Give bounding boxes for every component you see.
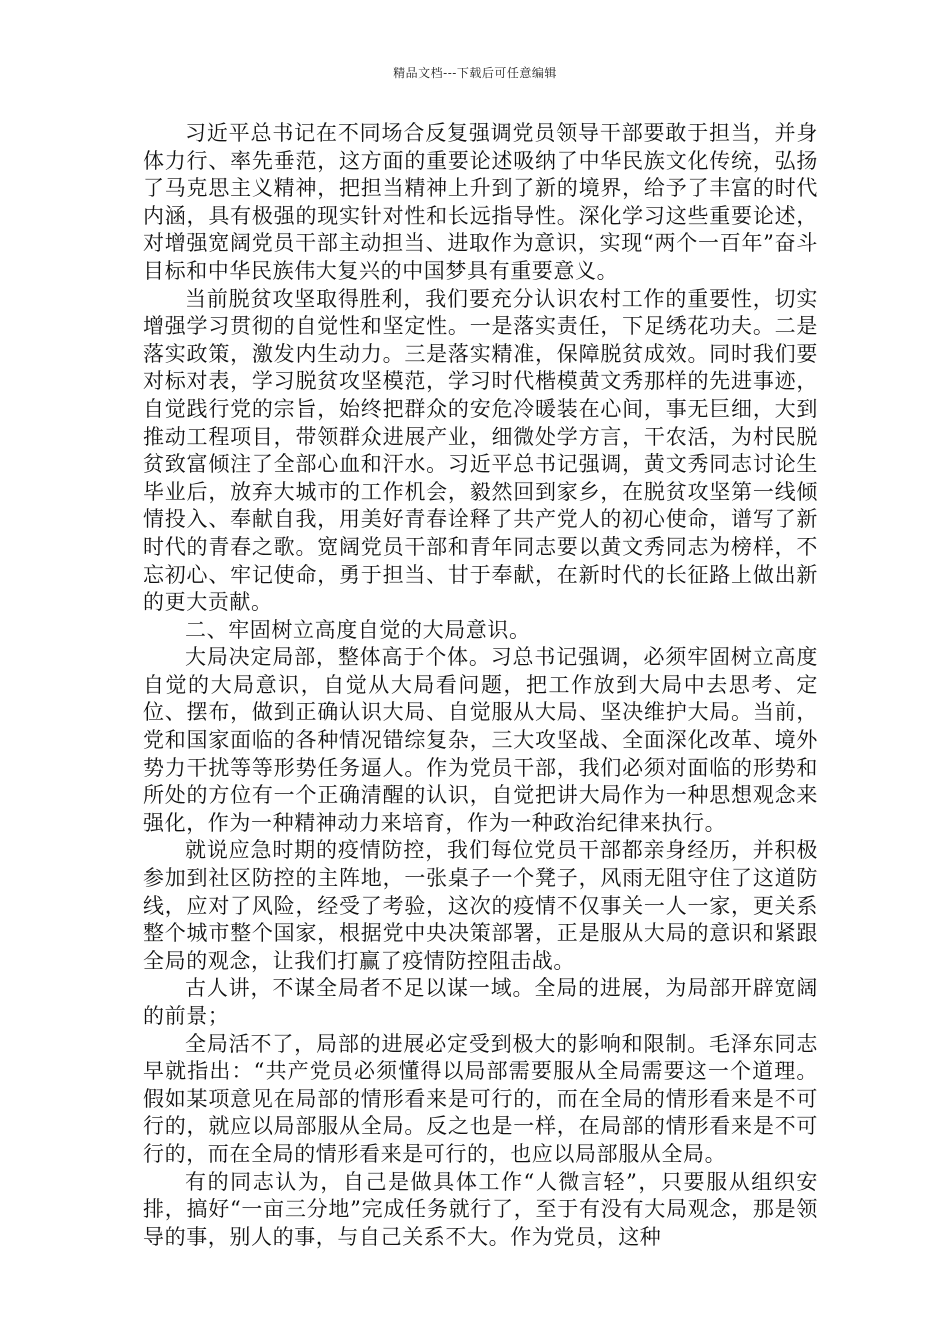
paragraph-3: 大局决定局部，整体高于个体。习总书记强调，必须牢固树立高度自觉的大局意识，自觉从大局看问题，把工作放到大局中去思考、定位、摆布，做到正确认识大局、自觉服从大局、坚决维护大局。当前，党和国家面临的各种情况错综复杂，三大攻坚战、全面深化改革、境外势力干扰等等形势任务逼人。作为党员干部，我们必须对面临的形势和所处的方位有一个正确清醒的认识，自觉把讲大局作为一种思想观念来强化，作为一种精神动力来培育，作为一种政治纪律来执行。 (143, 645, 818, 835)
paragraph-6: 全局活不了，局部的进展必定受到极大的影响和限制。毛泽东同志早就指出：“共产党员必须懂得以局部需要服从全局需要这一个道理。假如某项意见在局部的情形看来是可行的，而在全局的情形看来是不可行的，就应以局部服从全局。反之也是一样，在局部的情形看来是不可行的，而在全局的情形看来是可行的，也应以局部服从全局。 (143, 1031, 818, 1166)
paragraph-4: 就说应急时期的疫情防控，我们每位党员干部都亲身经历，并积极参加到社区防控的主阵地，一张桌子一个凳子，风雨无阻守住了这道防线，应对了风险，经受了考验，这次的疫情不仅事关一人一家，更关系整个城市整个国家，根据党中央决策部署，正是服从大局的意识和紧跟全局的观念，让我们打赢了疫情防控阻击战。 (143, 838, 818, 973)
section-heading: 二、牢固树立高度自觉的大局意识。 (185, 617, 531, 642)
page-header: 精品文档---下载后可任意编辑 (393, 66, 557, 80)
paragraph-2: 当前脱贫攻坚取得胜利，我们要充分认识农村工作的重要性，切实增强学习贯彻的自觉性和坚定性。一是落实责任，下足绣花功夫。二是落实政策，激发内生动力。三是落实精准，保障脱贫成效。同时我们要对标对表，学习脱贫攻坚模范，学习时代楷模黄文秀那样的先进事迹，自觉践行党的宗旨，始终把群众的安危冷暖装在心间，事无巨细，大到推动工程项目，带领群众进展产业，细微处学方言，干农活，为村民脱贫致富倾注了全部心血和汗水。习近平总书记强调，黄文秀同志讨论生毕业后，放弃大城市的工作机会，毅然回到家乡，在脱贫攻坚第一线倾情投入、奉献自我，用美好青春诠释了共产党人的初心使命，谱写了新时代的青春之歌。宽阔党员干部和青年同志要以黄文秀同志为榜样，不忘初心、牢记使命，勇于担当、甘于奉献，在新时代的长征路上做出新的更大贡献。 (143, 286, 818, 615)
paragraph-7: 有的同志认为，自己是做具体工作“人微言轻”，只要服从组织安排，搞好“一亩三分地”完成任务就行了，至于有没有大局观念，那是领导的事，别人的事，与自己关系不大。作为党员，这种 (143, 1169, 818, 1249)
paragraph-1: 习近平总书记在不同场合反复强调党员领导干部要敢于担当，并身体力行、率先垂范，这方面的重要论述吸纳了中华民族文化传统，弘扬了马克思主义精神，把担当精神上升到了新的境界，给予了丰富的时代内涵，具有极强的现实针对性和长远指导性。深化学习这些重要论述，对增强宽阔党员干部主动担当、进取作为意识，实现“两个一百年”奋斗目标和中华民族伟大复兴的中国梦具有重要意义。 (143, 121, 818, 283)
paragraph-5: 古人讲，不谋全局者不足以谋一域。全局的进展，为局部开辟宽阔的前景； (143, 976, 818, 1028)
document-body (143, 120, 818, 1251)
